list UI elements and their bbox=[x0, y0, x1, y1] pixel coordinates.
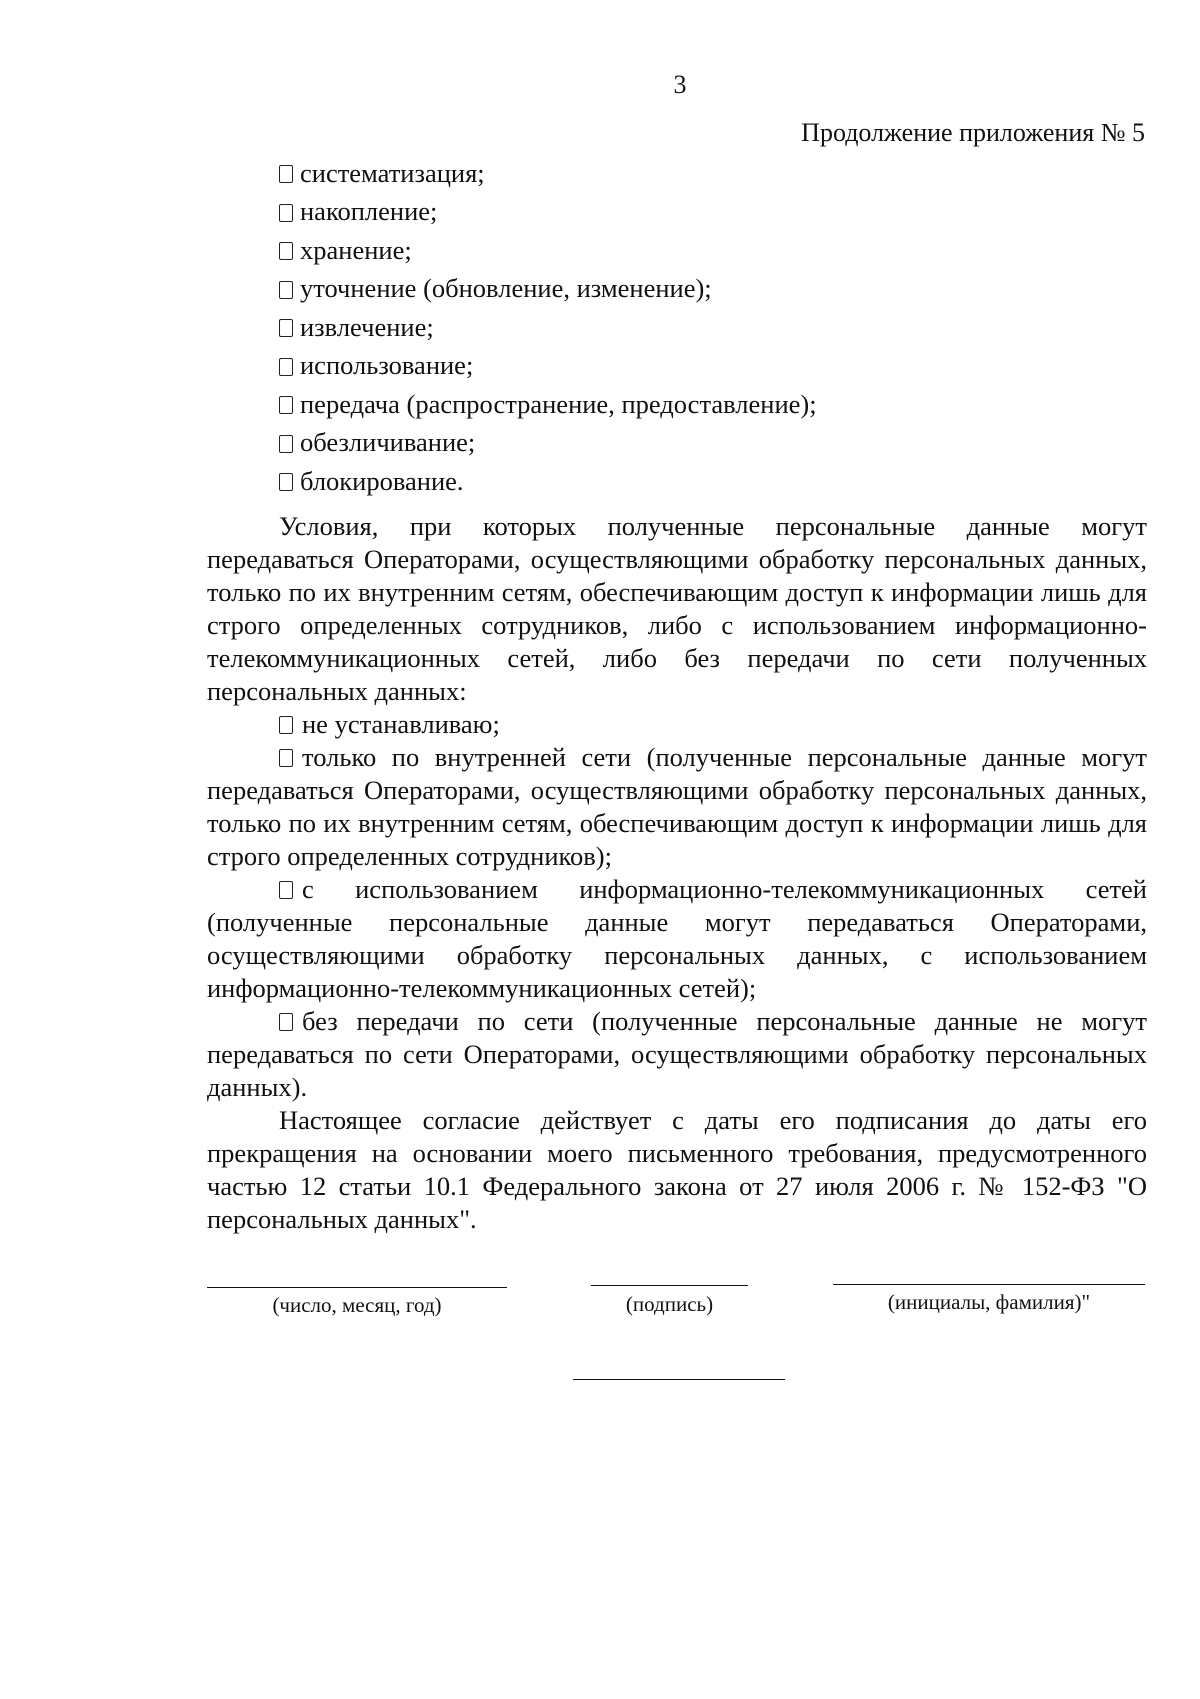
processing-actions-list bbox=[207, 154, 1147, 501]
list-item bbox=[207, 193, 1147, 232]
signature-line[interactable] bbox=[591, 1285, 748, 1286]
checkbox-icon[interactable] bbox=[279, 881, 293, 899]
date-signature-line[interactable] bbox=[207, 1287, 507, 1288]
name-signature-line[interactable] bbox=[833, 1284, 1145, 1285]
condition-option-label: без передачи по сети (полученные персональные данные не могут передаваться по сети Операторами, осуществляющими обработку персональных данных). bbox=[207, 1005, 1147, 1102]
checkbox-icon[interactable] bbox=[279, 281, 293, 299]
condition-option-none bbox=[207, 708, 1147, 741]
list-item bbox=[207, 385, 1147, 424]
list-item-label: уточнение (обновление, изменение); bbox=[300, 273, 712, 304]
date-caption: (число, месяц, год) bbox=[272, 1293, 442, 1317]
list-item bbox=[207, 270, 1147, 309]
checkbox-icon[interactable] bbox=[279, 1013, 293, 1031]
validity-paragraph: Настоящее согласие действует с даты его подписания до даты его прекращения на основании моего письменного требования, предусмотренного частью 12 статьи 10.1 Федерального закона от 27 июля 2006 г. № 152-ФЗ "О персональных данных". bbox=[207, 1104, 1147, 1234]
list-item-label: хранение; bbox=[300, 234, 412, 265]
list-item bbox=[207, 154, 1147, 193]
checkbox-icon[interactable] bbox=[279, 204, 293, 222]
checkbox-icon[interactable] bbox=[279, 358, 293, 376]
checkbox-icon[interactable] bbox=[279, 716, 293, 734]
list-item-label: извлечение; bbox=[300, 311, 434, 342]
condition-option-label: с использованием информационно-телекоммуникационных сетей (полученные персональные данные могут передаваться Операторами, осуществляющими обработку персональных данных, с использованием информационно-телекоммуникационных сетей); bbox=[207, 873, 1147, 1003]
appendix-header: Продолжение приложения № 5 bbox=[801, 118, 1145, 147]
checkbox-icon[interactable] bbox=[279, 319, 293, 337]
page-number: 3 bbox=[673, 70, 687, 99]
list-item-label: передача (распространение, предоставление); bbox=[300, 388, 817, 419]
condition-option-label: не устанавливаю; bbox=[302, 708, 500, 739]
name-caption: (инициалы, фамилия)" bbox=[887, 1290, 1091, 1314]
condition-option-label: только по внутренней сети (полученные персональные данные могут передаваться Операторами, осуществляющими обработку персональных данных, только по их внутренним сетям, обеспечивающим доступ к информации лишь для строго определенных сотрудников); bbox=[207, 741, 1147, 871]
end-separator-line bbox=[573, 1379, 785, 1380]
list-item bbox=[207, 424, 1147, 463]
list-item-label: использование; bbox=[300, 350, 474, 381]
list-item-label: накопление; bbox=[300, 196, 438, 227]
condition-option-no-transfer bbox=[207, 1005, 1147, 1104]
document-body bbox=[207, 154, 1147, 1236]
condition-option-telecom-networks bbox=[207, 873, 1147, 1005]
list-item-label: блокирование. bbox=[300, 465, 464, 496]
checkbox-icon[interactable] bbox=[279, 165, 293, 183]
checkbox-icon[interactable] bbox=[279, 396, 293, 414]
list-item bbox=[207, 462, 1147, 501]
checkbox-icon[interactable] bbox=[279, 435, 293, 453]
conditions-intro: Условия, при которых полученные персональные данные могут передаваться Операторами, осуществляющими обработку персональных данных, только по их внутренним сетям, обеспечивающим доступ к информации лишь для строго определенных сотрудников, либо с использованием информационно-телекоммуникационных сетей, либо без передачи по сети полученных персональных данных: bbox=[207, 510, 1147, 706]
signature-caption: (подпись) bbox=[625, 1292, 714, 1316]
list-item-label: обезличивание; bbox=[300, 427, 476, 458]
checkbox-icon[interactable] bbox=[279, 473, 293, 491]
list-item bbox=[207, 347, 1147, 386]
list-item bbox=[207, 231, 1147, 270]
list-item-label: систематизация; bbox=[300, 157, 485, 188]
condition-option-internal-network bbox=[207, 741, 1147, 873]
list-item bbox=[207, 308, 1147, 347]
checkbox-icon[interactable] bbox=[279, 749, 293, 767]
checkbox-icon[interactable] bbox=[279, 242, 293, 260]
